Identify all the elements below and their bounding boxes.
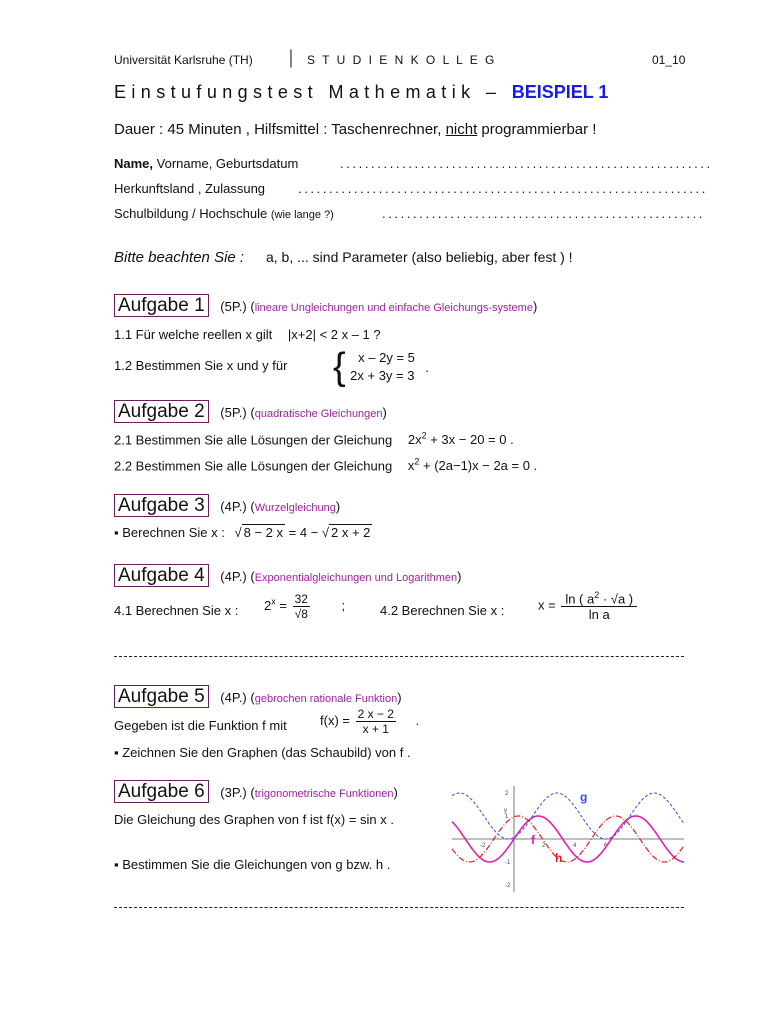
- a1-q2-text: 1.2 Bestimmen Sie x und y für: [114, 358, 288, 373]
- parameter-note: [114, 249, 573, 266]
- schulbildung-label: Schulbildung / Hochschule: [114, 206, 268, 221]
- title-beispiel: BEISPIEL 1: [511, 82, 609, 102]
- a5-q1-text: Gegeben ist die Funktion f mit: [114, 718, 287, 733]
- aufgabe-2-label: Aufgabe 2: [114, 400, 209, 423]
- a1-eq1: x – 2y = 5: [358, 350, 415, 365]
- name-bold: Name,: [114, 156, 154, 171]
- university-label: Universität Karlsruhe (TH): [114, 53, 253, 67]
- studienkolleg-label: S T U D I E N K O L L E G: [307, 53, 497, 67]
- page-title: [114, 82, 608, 103]
- aufgabe-1-heading: Aufgabe 1 (5P.) (lineare Ungleichungen und einfache Gleichungs-systeme): [114, 294, 537, 317]
- aufgabe-5-label: Aufgabe 5: [114, 685, 209, 708]
- name-dots[interactable]: ............................................................: [340, 156, 713, 171]
- aufgabe-4-points: (4P.): [220, 569, 247, 584]
- name-rest: Vorname, Geburtsdatum: [156, 156, 299, 171]
- document-code: 01_10: [652, 53, 686, 67]
- schulbildung-dots[interactable]: ....................................................: [382, 206, 706, 221]
- herkunft-field: Herkunftsland , Zulassung: [114, 181, 266, 196]
- a1-q1: [114, 327, 381, 342]
- x-tick-label: -2: [480, 843, 486, 849]
- a1-eq2: 2x + 3y = 3: [350, 368, 415, 383]
- trig-chart: [452, 784, 684, 894]
- nicht-underlined: nicht: [445, 121, 478, 138]
- aufgabe-4-topic: Exponentialgleichungen und Logarithmen: [254, 572, 458, 584]
- y-tick-label: -1: [505, 860, 511, 866]
- a6-q1: Die Gleichung des Graphen von f ist f(x) = sin x .: [114, 812, 394, 827]
- duration-suffix: programmierbar !: [481, 121, 597, 138]
- y-tick-label: 1: [505, 814, 509, 820]
- a1-q1-math: |x+2| < 2 x – 1 ?: [287, 327, 381, 342]
- name-field: [114, 156, 298, 171]
- a2-q2-text: 2.2 Bestimmen Sie alle Lösungen der Gleichung: [114, 458, 393, 474]
- a4-q1-math: $2^x$ = $\frac{32}{√8}$ ;: [264, 592, 346, 621]
- herkunft-dots[interactable]: ..................................................................: [298, 181, 708, 196]
- a1-q1-text: 1.1 Für welche reellen x gilt: [114, 327, 273, 342]
- aufgabe-2-points: (5P.): [220, 405, 247, 420]
- separator-2: [114, 907, 684, 908]
- series-h-label: h: [555, 851, 563, 865]
- a2-q1: 2.1 Bestimmen Sie alle Lösungen der Gleichung $2x^2 + 3x - 20 = 0$ .: [114, 431, 514, 448]
- a2-q2: 2.2 Bestimmen Sie alle Lösungen der Gleichung $x^2 + (2a-1)x - 2a = 0$ .: [114, 457, 538, 474]
- a4-q2-text: 4.2 Berechnen Sie x :: [380, 603, 505, 618]
- schulbildung-hint: (wie lange ?): [270, 209, 334, 221]
- aufgabe-6-points: (3P.): [220, 785, 247, 800]
- duration-text: Dauer : 45 Minuten , Hilfsmittel : Taschenrechner,: [114, 121, 442, 138]
- schulbildung-field: [114, 206, 334, 221]
- a6-q2: ▪ Bestimmen Sie die Gleichungen von g bzw. h .: [114, 857, 391, 872]
- y-tick-label: 2: [505, 791, 509, 797]
- duration-line: [114, 121, 596, 138]
- aufgabe-3-points: (4P.): [220, 499, 247, 514]
- aufgabe-5-heading: Aufgabe 5 (4P.) (gebrochen rationale Funktion): [114, 685, 402, 708]
- y-tick-label: -2: [505, 883, 511, 889]
- title-main: Einstufungstest Mathematik –: [114, 82, 502, 102]
- aufgabe-3-topic: Wurzelgleichung: [254, 502, 336, 514]
- aufgabe-4-heading: Aufgabe 4 (4P.) (Exponentialgleichungen und Logarithmen): [114, 564, 462, 587]
- header-separator: │: [287, 50, 297, 67]
- aufgabe-6-label: Aufgabe 6: [114, 780, 209, 803]
- aufgabe-1-points: (5P.): [220, 299, 247, 314]
- aufgabe-6-topic: trigonometrische Funktionen: [254, 788, 394, 800]
- aufgabe-2-heading: Aufgabe 2 (5P.) (quadratische Gleichungen): [114, 400, 387, 423]
- x-tick-label: 6: [604, 843, 608, 849]
- a3-q: ▪ Berechnen Sie x : √ 8 − 2 x = 4 − √ 2 x + 2: [114, 525, 371, 540]
- a5-q2: ▪ Zeichnen Sie den Graphen (das Schaubild) von f .: [114, 745, 411, 760]
- separator-1: [114, 656, 684, 657]
- series-g-label: g: [580, 790, 588, 804]
- aufgabe-3-heading: Aufgabe 3 (4P.) (Wurzelgleichung): [114, 494, 340, 517]
- aufgabe-4-label: Aufgabe 4: [114, 564, 209, 587]
- aufgabe-6-heading: Aufgabe 6 (3P.) (trigonometrische Funktionen): [114, 780, 398, 803]
- note-label: Bitte beachten Sie :: [114, 249, 245, 266]
- a4-q2-math: x = $\frac{\ln ( a^2 \cdot √a )}{\text{ln a}}$: [538, 590, 639, 622]
- a2-q1-text: 2.1 Bestimmen Sie alle Lösungen der Gleichung: [114, 432, 393, 448]
- x-tick-label: 2: [542, 843, 546, 849]
- aufgabe-1-label: Aufgabe 1: [114, 294, 209, 317]
- y-axis-label: y: [504, 808, 507, 814]
- series-f-label: f: [531, 833, 535, 847]
- aufgabe-5-points: (4P.): [220, 690, 247, 705]
- a5-function: f(x) = $\frac{2 x - 2}{x + 1}$ .: [320, 707, 420, 736]
- x-tick-label: 4: [573, 843, 577, 849]
- series-g-line: [452, 793, 684, 839]
- a4-q1-text: 4.1 Berechnen Sie x :: [114, 603, 239, 618]
- a1-equation-system: { x – 2y = 5 2x + 3y = 3 .: [333, 346, 429, 388]
- note-text: a, b, ... sind Parameter (also beliebig, aber fest ) !: [265, 249, 573, 265]
- aufgabe-5-topic: gebrochen rationale Funktion: [254, 693, 398, 705]
- aufgabe-1-topic: lineare Ungleichungen und einfache Gleichungs-systeme: [254, 302, 533, 314]
- aufgabe-3-label: Aufgabe 3: [114, 494, 209, 517]
- aufgabe-2-topic: quadratische Gleichungen: [254, 408, 383, 420]
- a3-q-text: ▪ Berechnen Sie x :: [114, 525, 225, 540]
